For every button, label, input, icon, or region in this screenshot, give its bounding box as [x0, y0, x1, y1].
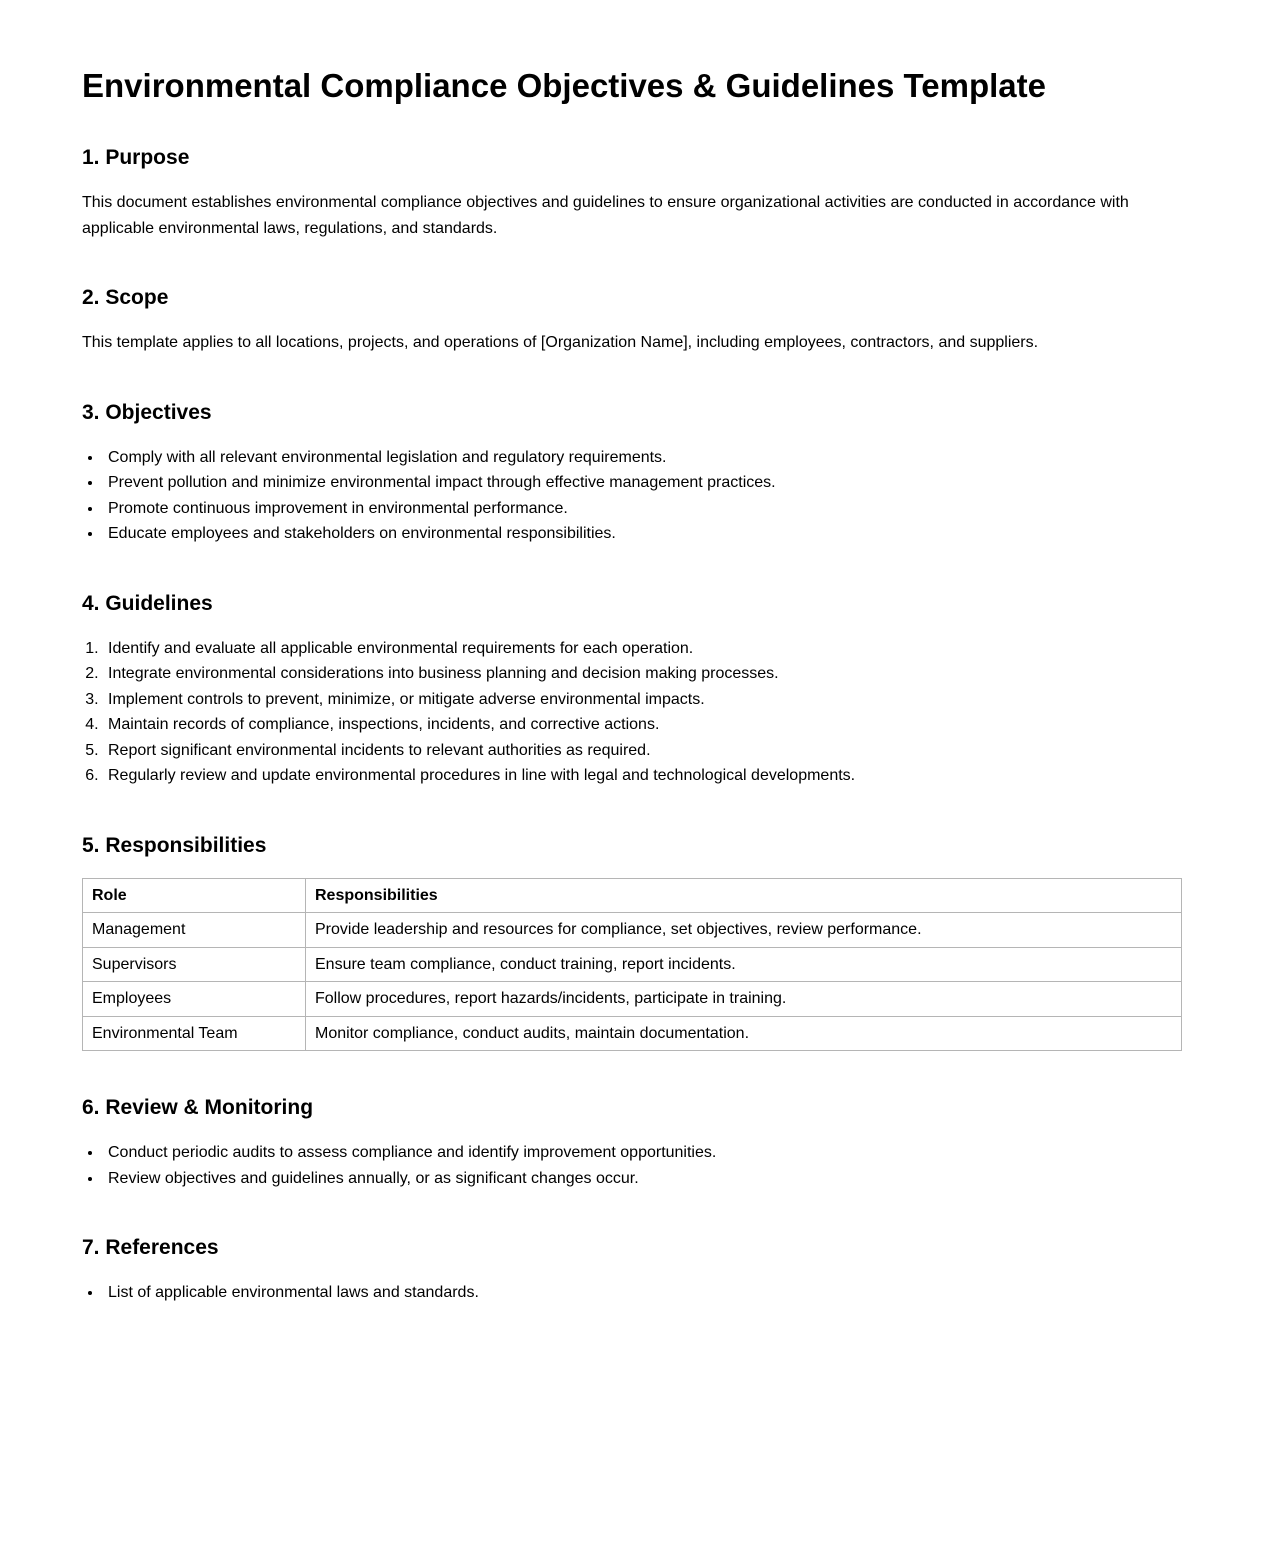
table-cell-role: Management [83, 913, 306, 948]
section-heading-objectives: 3. Objectives [82, 400, 212, 424]
list-item: • Conduct periodic audits to assess compliance and identify improvement opportunities. [103, 1140, 1178, 1166]
table-header-responsibilities: Responsibilities [306, 878, 1182, 913]
table-header-role: Role [83, 878, 306, 913]
responsibilities-table [82, 878, 1182, 1052]
list-item: 6. Regularly review and update environmental procedures in line with legal and technological developments. [103, 763, 1178, 789]
table-cell-responsibility: Ensure team compliance, conduct training, report incidents. [306, 947, 1182, 982]
list-item: • Educate employees and stakeholders on environmental responsibilities. [103, 521, 1178, 547]
list-item: • Prevent pollution and minimize environmental impact through effective management practices. [103, 470, 1178, 496]
list-item: • List of applicable environmental laws and standards. [103, 1280, 1178, 1301]
list-item: 2. Integrate environmental considerations into business planning and decision making processes. [103, 661, 1178, 687]
guidelines-list [82, 636, 1178, 789]
list-item: • Review objectives and guidelines annually, or as significant changes occur. [103, 1166, 1178, 1192]
section-heading-scope: 2. Scope [82, 286, 169, 309]
list-item: 1. Identify and evaluate all applicable environmental requirements for each operation. [103, 636, 1178, 662]
document-title: Environmental Compliance Objectives & Guidelines Template [82, 67, 1046, 104]
list-item: 3. Implement controls to prevent, minimize, or mitigate adverse environmental impacts. [103, 687, 1178, 713]
table-cell-responsibility: Monitor compliance, conduct audits, maintain documentation. [306, 1016, 1182, 1051]
references-list [82, 1280, 1178, 1301]
review-monitoring-list [82, 1140, 1178, 1191]
table-row [83, 913, 1182, 948]
list-item: • Promote continuous improvement in environmental performance. [103, 496, 1178, 522]
section-heading-responsibilities: 5. Responsibilities [82, 833, 267, 857]
table-row [83, 982, 1182, 1017]
scope-paragraph: This template applies to all locations, projects, and operations of [Organization Name], including employees, contractors, and suppliers. [82, 334, 1039, 351]
list-item: 4. Maintain records of compliance, inspections, incidents, and corrective actions. [103, 712, 1178, 738]
table-cell-responsibility: Follow procedures, report hazards/incidents, participate in training. [306, 982, 1182, 1017]
section-heading-references: 7. References [82, 1236, 219, 1259]
table-cell-role: Employees [83, 982, 306, 1017]
table-header-row [83, 878, 1182, 913]
table-cell-role: Environmental Team [83, 1016, 306, 1051]
section-heading-guidelines: 4. Guidelines [82, 591, 213, 615]
objectives-list [82, 445, 1178, 547]
table-cell-role: Supervisors [83, 947, 306, 982]
table-row [83, 947, 1182, 982]
list-item: 5. Report significant environmental incidents to relevant authorities as required. [103, 738, 1178, 764]
table-cell-responsibility: Provide leadership and resources for compliance, set objectives, review performance. [306, 913, 1182, 948]
section-heading-review-monitoring: 6. Review & Monitoring [82, 1096, 314, 1119]
purpose-paragraph: This document establishes environmental compliance objectives and guidelines to ensure organizational activities are conducted in accordance with applicable environmental laws, regulations, and standards. [82, 194, 1129, 237]
table-row [83, 1016, 1182, 1051]
list-item: • Comply with all relevant environmental legislation and regulatory requirements. [103, 445, 1178, 471]
section-heading-purpose: 1. Purpose [82, 146, 190, 169]
